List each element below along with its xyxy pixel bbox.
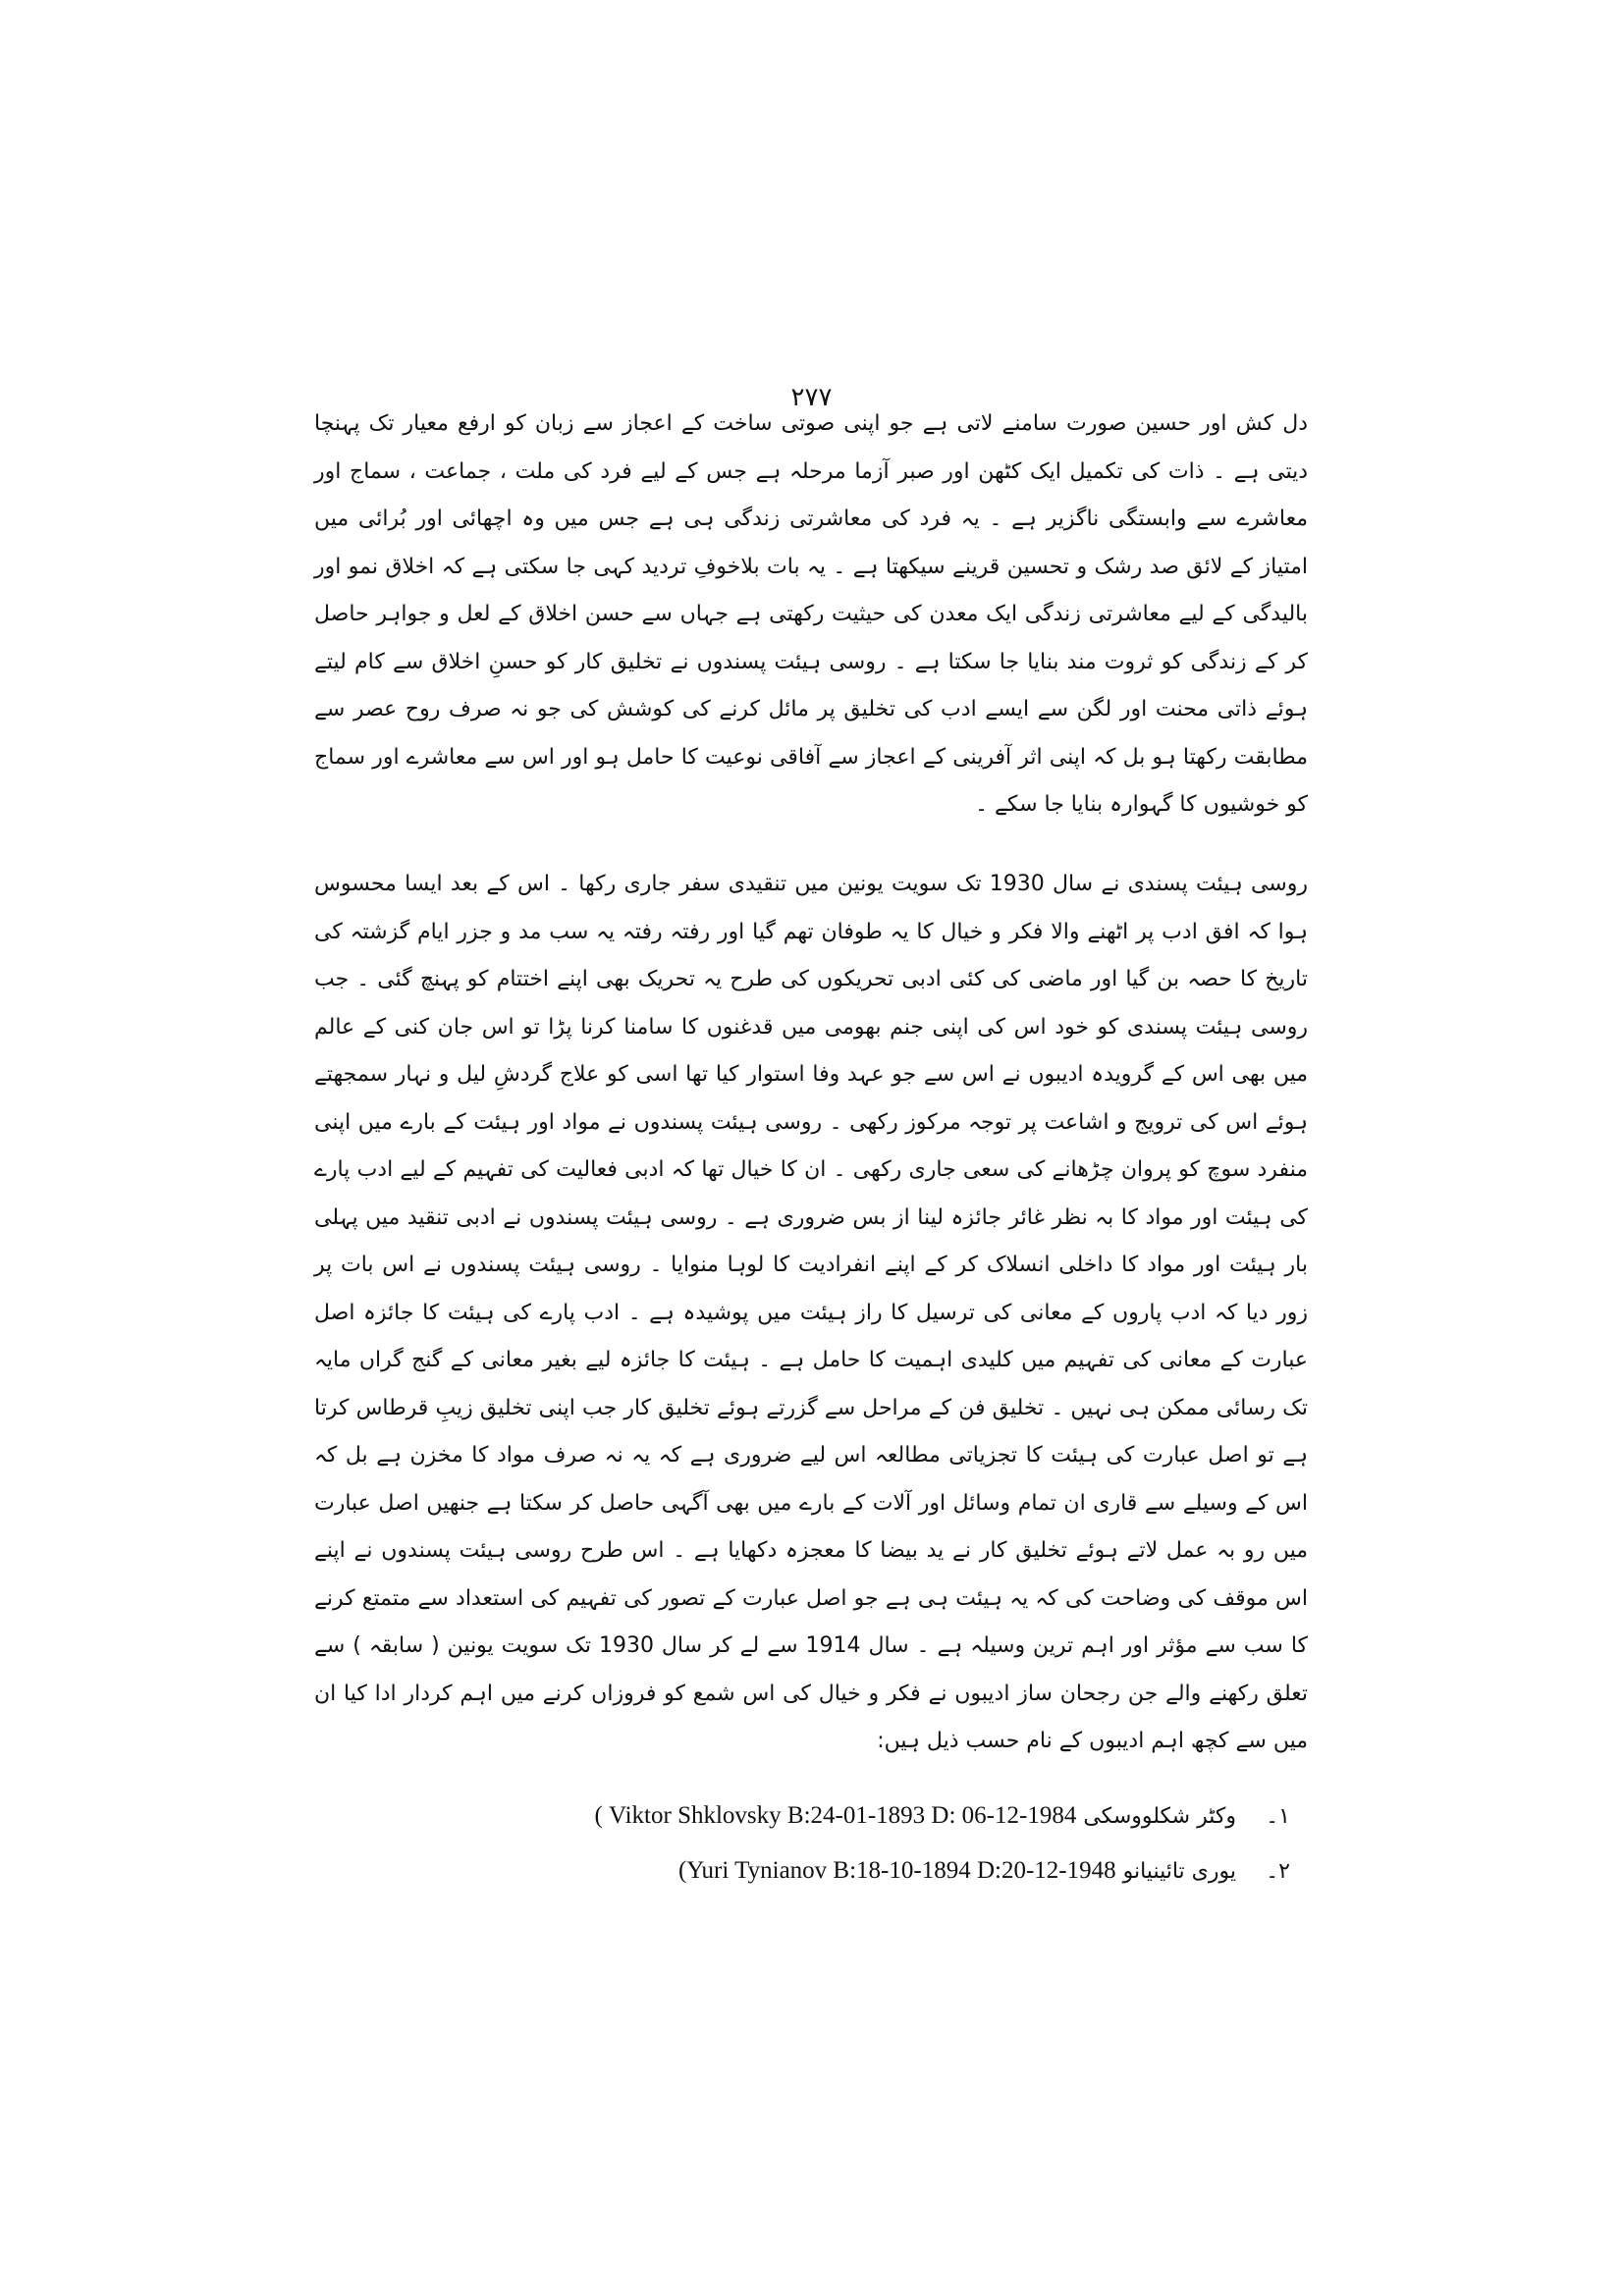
- paragraph-2: روسی ہیئت پسندی نے سال 1930 تک سویت یونین میں تنقیدی سفر جاری رکھا ۔ اس کے بعد ایسا محسوس ہوا کہ افق ادب پر اٹھنے والا فکر و خیال کا یہ طوفان تھم گیا اور رفتہ رفتہ یہ سب مد و جزر ایام گزشتہ کی تاریخ کا حصہ بن گیا اور ماضی کی کئی ادبی تحریکوں کی طرح یہ تحریک بھی اپنے اختتام کو پہنچ گئی ۔ جب روسی ہیئت پسندی کو خود اس کی اپنی جنم بھومی میں قدغنوں کا سامنا کرنا پڑا تو اس جان کنی کے عالم میں بھی اس کے گرویدہ ادیبوں نے اس سے جو عہد وفا استوار کیا تھا اسی کو علاج گردشِ لیل و نہار سمجھتے ہوئے اس کی ترویج و اشاعت پر توجہ مرکوز رکھی ۔ روسی ہیئت پسندوں نے مواد اور ہیئت کے بارے میں اپنی منفرد سوچ کو پروان چڑھانے کی سعی جاری رکھی ۔ ان کا خیال تھا کہ ادبی فعالیت کی تفہیم کے لیے ادب پارے کی ہیئت اور مواد کا بہ نظر غائر جائزہ لینا از بس ضروری ہے ۔ روسی ہیئت پسندوں نے ادبی تنقید میں پہلی بار ہیئت اور مواد کا داخلی انسلاک کر کے اپنے انفرادیت کا لوہا منوایا ۔ روسی ہیئت پسندوں نے اس بات پر زور دیا کہ ادب پاروں کے معانی کی ترسیل کا راز ہیئت میں پوشیدہ ہے ۔ ادب پارے کی ہیئت کا جائزہ اصل عبارت کے معانی کی تفہیم میں کلیدی اہمیت کا حامل ہے ۔ ہیئت کا جائزہ لیے بغیر معانی کے گنج گراں مایہ تک رسائی ممکن ہی نہیں ۔ تخلیق فن کے مراحل سے گزرتے ہوئے تخلیق کار جب اپنی تخلیق زیبِ قرطاس کرتا ہے تو اصل عبارت کی ہیئت کا تجزیاتی مطالعہ اس لیے ضروری ہے کہ یہ نہ صرف مواد کا مخزن ہے بل کہ اس کے وسیلے سے قاری ان تمام وسائل اور آلات کے بارے میں بھی آگہی حاصل کر سکتا ہے جنھیں اصل عبارت میں رو بہ عمل لاتے ہوئے تخلیق کار نے ید بیضا کا معجزہ دکھایا ہے ۔ اس طرح روسی ہیئت پسندوں نے اپنے اس موقف کی وضاحت کی کہ یہ ہیئت ہی ہے جو اصل عبارت کے تصور کی تفہیم کی استعداد سے متمتع کرنے کا سب سے مؤثر اور اہم ترین وسیلہ ہے ۔ سال 1914 سے لے کر سال 1930 تک سویت یونین ( سابقہ ) سے تعلق رکھنے والے جن رجحان ساز ادیبوں نے فکر و خیال کی اس شمع کو فروزاں کرنے میں اہم کردار ادا کیا ان میں سے کچھ اہم ادیبوں کے نام حسب ذیل ہیں:: [314, 872, 1308, 1753]
- writer-name-latin: ( Viktor Shklovsky B:24-01-1893 D: 06-12-1984: [594, 1802, 1077, 1829]
- paragraph-1: دل کش اور حسین صورت سامنے لاتی ہے جو اپنی صوتی ساخت کے اعجاز سے زبان کو ارفع معیار تک پہنچا دیتی ہے ۔ ذات کی تکمیل ایک کٹھن اور صبر آزما مرحلہ ہے جس کے لیے فرد کی ملت ، جماعت ، سماج اور معاشرے سے وابستگی ناگزیر ہے ۔ یہ فرد کی معاشرتی زندگی ہی ہے جس میں وہ اچھائی اور بُرائی میں امتیاز کے لائق صد رشک و تحسین قرینے سیکھتا ہے ۔ یہ بات بلاخوفِ تردید کہی جا سکتی ہے کہ اخلاق نمو اور بالیدگی کے لیے معاشرتی زندگی ایک معدن کی حیثیت رکھتی ہے جہاں سے حسن اخلاق کے لعل و جواہر حاصل کر کے زندگی کو ثروت مند بنایا جا سکتا ہے ۔ روسی ہیئت پسندوں نے تخلیق کار کو حسنِ اخلاق سے کام لیتے ہوئے ذاتی محنت اور لگن سے ایسے ادب کی تخلیق پر مائل کرنے کی کوشش کی جو نہ صرف روح عصر سے مطابقت رکھتا ہو بل کہ اپنی اثر آفرینی کے اعجاز سے آفاقی نوعیت کا حامل ہو اور اس سے معاشرے اور سماج کو خوشیوں کا گہوارہ بنایا جا سکے ۔: [314, 411, 1308, 817]
- writer-name-latin: (Yuri Tynianov B:18-10-1894 D:20-12-1948: [677, 1857, 1116, 1884]
- list-item-number: ۱۔: [1266, 1804, 1290, 1829]
- writer-name-urdu: وکٹر شکلووسکی: [1083, 1804, 1236, 1829]
- writer-name-urdu: یوری تائینیانو: [1122, 1859, 1236, 1884]
- list-item: [314, 1789, 1308, 1843]
- writers-list: [314, 1789, 1308, 1898]
- page-number: ۲۷۷: [790, 383, 833, 412]
- list-item: [314, 1843, 1308, 1898]
- list-item-number: ۲۔: [1266, 1859, 1290, 1884]
